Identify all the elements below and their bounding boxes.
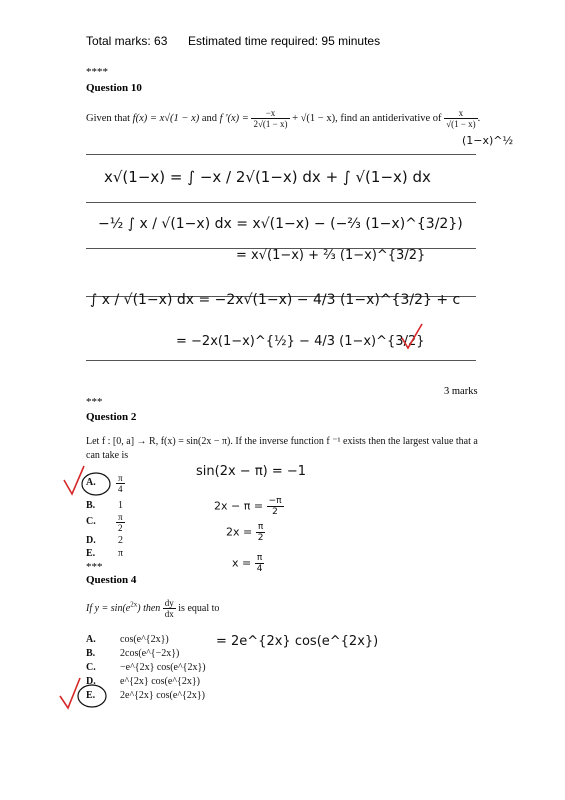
q2-option-a-value: $\frac{\pi}{4}$: [118, 473, 123, 494]
q4-option-e-value: 2e^{2x} cos(e^{2x}): [120, 690, 205, 701]
q2-option-e-letter[interactable]: E.: [86, 548, 96, 559]
q10-hw-line-3: = x√(1−x) + ⅔ (1−x)^{3/2}: [236, 248, 426, 263]
q2-stars: ***: [86, 396, 103, 408]
q10-fprime: f ′(x) =: [219, 112, 249, 124]
q10-question-text: Given that f(x) = x√(1 − x) and f ′(x) = $\frac{-x}{2√(1 - x)}$ + √(1 − x), find an antiderivative of $\frac{x}{√(1 - x)}$ .: [86, 108, 481, 129]
q2-hw-line-2: 2x − π = $\frac{-\pi}{2}$: [214, 496, 282, 517]
q10-fraction-2: $\frac{x}{√(1 - x)}$: [446, 108, 476, 129]
ruled-line: [86, 154, 476, 155]
q10-correct-tick-icon: [400, 322, 424, 350]
q2-option-c-value: $\frac{\pi}{2}$: [118, 512, 123, 533]
q10-hw-line-1: x√(1−x) = ∫ −x / 2√(1−x) dx + ∫ √(1−x) dx: [104, 168, 431, 186]
q10-marks: 3 marks: [444, 386, 478, 397]
q2-hw-line-4: x = $\frac{\pi}{4}$: [232, 553, 263, 574]
q2-title: Question 2: [86, 411, 137, 423]
q2-question-line-1: Let f : [0, a] → R, f(x) = sin(2x − π). If the inverse function f ⁻¹ exists then the largest value that a: [86, 436, 478, 447]
ruled-line: [86, 360, 476, 361]
q4-option-b-value: 2cos(e^{−2x}): [120, 648, 180, 659]
estimated-time: Estimated time required: 95 minutes: [188, 34, 381, 48]
q10-hw-line-2: −½ ∫ x / √(1−x) dx = x√(1−x) − (−⅔ (1−x)^{3/2}): [98, 216, 463, 232]
q2-answer-circle-icon: [62, 464, 118, 504]
q4-option-c-value: −e^{2x} cos(e^{2x}): [120, 662, 206, 673]
q2-option-b-value: 1: [118, 500, 123, 511]
q2-option-e-value: π: [118, 548, 124, 559]
q4-option-e-letter[interactable]: E.: [86, 690, 96, 701]
q10-stars: ****: [86, 66, 108, 78]
q2-option-d-letter[interactable]: D.: [86, 535, 96, 546]
q4-title: Question 4: [86, 574, 137, 586]
q10-find: , find an antiderivative of: [335, 112, 442, 124]
q10-hw-line-5: = −2x(1−x)^{½} − 4/3 (1−x)^{3/2}: [176, 334, 425, 349]
ruled-line: [86, 202, 476, 203]
q4-hw-line-1: = 2e^{2x} cos(e^{2x}): [216, 634, 379, 649]
q4-option-a-value: cos(e^{2x}): [120, 634, 169, 645]
q10-and: and: [199, 112, 220, 124]
q4-question-text: If $y = \sin(e^{2x})$ then $\frac{dy}{dx}$ is equal to: [86, 598, 220, 619]
q2-hw-line-3: 2x = $\frac{\pi}{2}$: [226, 522, 264, 543]
q10-f-def: f(x) = x√(1 − x): [132, 112, 200, 124]
q4-option-c-letter[interactable]: C.: [86, 662, 96, 673]
q2-question-line-2: can take is: [86, 450, 129, 461]
q4-option-d-letter[interactable]: D.: [86, 676, 96, 687]
q2-option-d-value: 2: [118, 535, 123, 546]
total-marks: Total marks: 63: [86, 34, 168, 48]
q10-hw-annotation: (1−x)^½: [462, 134, 514, 147]
q10-hw-line-4: ∫ x / √(1−x) dx = −2x√(1−x) − 4/3 (1−x)^{3/2} + c: [90, 292, 461, 308]
q2-option-b-letter[interactable]: B.: [86, 500, 96, 511]
q4-answer-circle-icon: [58, 672, 114, 712]
q2-option-a-letter[interactable]: A.: [86, 477, 96, 488]
q4-option-b-letter[interactable]: B.: [86, 648, 96, 659]
q2-hw-line-1: sin(2x − π) = −1: [196, 464, 307, 479]
q10-fraction-1: $\frac{-x}{2√(1 - x)}$: [253, 108, 288, 129]
q10-title: Question 10: [86, 82, 142, 94]
q2-option-c-letter[interactable]: C.: [86, 516, 96, 527]
q10-given: Given that: [86, 112, 133, 124]
q4-option-d-value: e^{2x} cos(e^{2x}): [120, 676, 200, 687]
q4-stars: ***: [86, 561, 103, 573]
q4-option-a-letter[interactable]: A.: [86, 634, 96, 645]
q10-plus-sqrt: + √(1 − x): [292, 112, 336, 124]
